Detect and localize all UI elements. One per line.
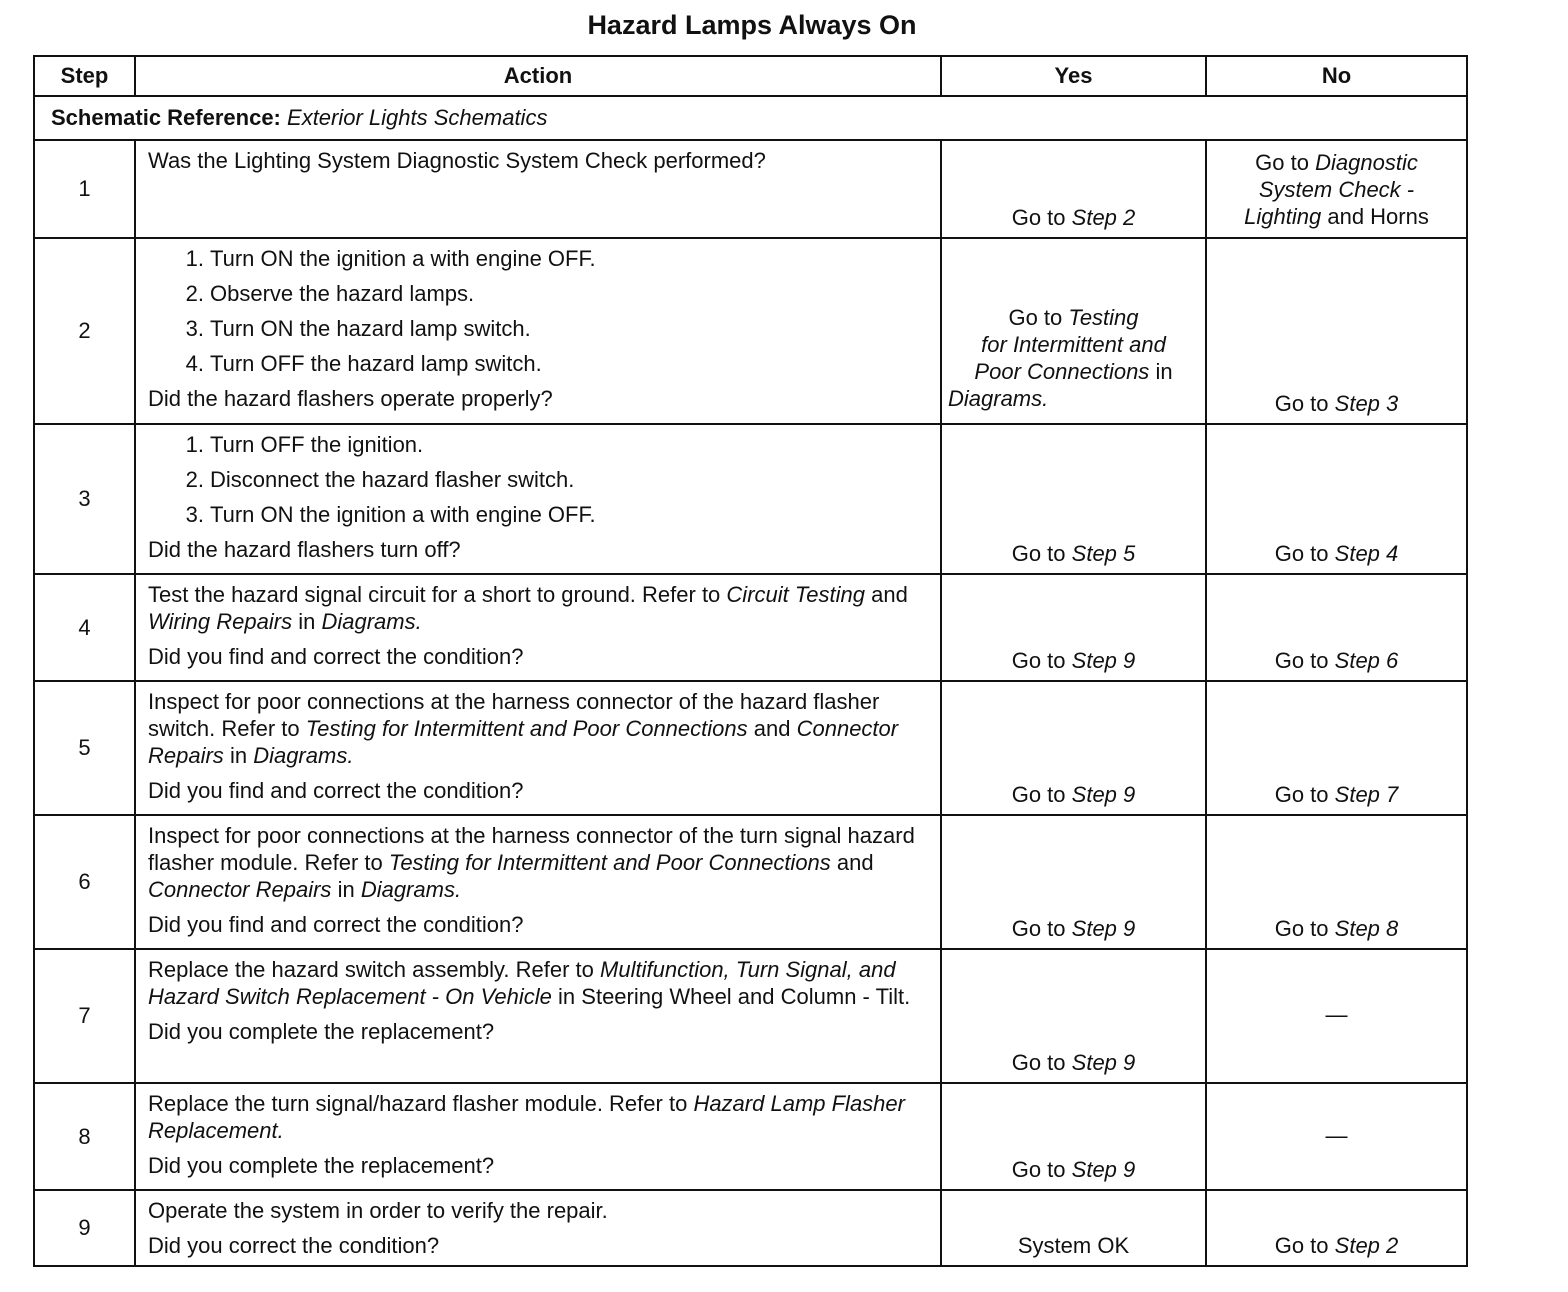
step-number: 2: [34, 238, 135, 424]
action-text: [148, 1090, 930, 1144]
action-question: Did the hazard flashers turn off?: [148, 537, 461, 562]
action-text-part: Inspect for poor connections at the harness connector of the hazard flasher switch. Refer to: [148, 689, 880, 741]
no-prefix: Go to: [1274, 916, 1329, 941]
schematic-reference: [34, 96, 1467, 140]
action-question: Did you correct the condition?: [148, 1233, 440, 1258]
reference-link[interactable]: Diagrams.: [253, 743, 354, 768]
list-item: 1. Turn ON the ignition a with engine OFF.: [185, 246, 596, 271]
yes-link[interactable]: Step 2: [1071, 205, 1136, 230]
yes-prefix: Go to: [1011, 541, 1066, 566]
yes-prefix: Go to: [1011, 1157, 1066, 1182]
no-link[interactable]: Step 7: [1334, 782, 1399, 807]
substep-list: [148, 245, 930, 377]
diagnostic-table: [33, 55, 1468, 1267]
list-item: 1. Turn OFF the ignition.: [185, 432, 424, 457]
action-text-part: Replace the hazard switch assembly. Refer to: [148, 957, 594, 982]
page-title: Hazard Lamps Always On: [587, 10, 917, 40]
no-cell: [1206, 815, 1467, 949]
yes-cell: [941, 815, 1206, 949]
table-row: [34, 574, 1467, 681]
no-prefix: Go to: [1274, 1233, 1329, 1258]
action-question: Did you find and correct the condition?: [148, 778, 524, 803]
action-cell: [135, 1083, 941, 1190]
no-prefix: Go to: [1274, 541, 1329, 566]
table-row: [34, 238, 1467, 424]
reference-link[interactable]: Testing for Intermittent and Poor Connections: [305, 716, 748, 741]
action-question: Did you complete the replacement?: [148, 1019, 495, 1044]
yes-cell: [941, 949, 1206, 1083]
reference-link[interactable]: Hazard Lamp Flasher Replacement.: [148, 1091, 905, 1143]
step-number: 6: [34, 815, 135, 949]
list-item: 3. Turn ON the ignition a with engine OFF.: [185, 502, 596, 527]
action-question: Did you complete the replacement?: [148, 1153, 495, 1178]
reference-link[interactable]: Diagrams.: [360, 877, 462, 902]
table-row: [34, 681, 1467, 815]
yes-link[interactable]: for Intermittent and: [981, 332, 1166, 357]
table-row: [34, 949, 1467, 1083]
schematic-row: [34, 96, 1467, 140]
table-row: [34, 1190, 1467, 1266]
reference-link[interactable]: Connector Repairs: [148, 716, 899, 768]
yes-text: in: [1155, 359, 1173, 384]
step-number: 1: [34, 140, 135, 238]
yes-link[interactable]: Step 9: [1071, 648, 1136, 673]
reference-link[interactable]: Testing for Intermittent and Poor Connections: [388, 850, 831, 875]
yes-prefix: Go to: [1011, 648, 1066, 673]
action-text-part: Replace the turn signal/hazard flasher module. Refer to: [148, 1091, 688, 1116]
yes-prefix: Go to: [1011, 782, 1066, 807]
action-question: Did the hazard flashers operate properly?: [148, 386, 553, 411]
list-item: 2. Disconnect the hazard flasher switch.: [185, 467, 575, 492]
substep-list: [148, 431, 930, 528]
action-cell: [135, 815, 941, 949]
no-prefix: Go to: [1255, 150, 1309, 175]
no-cell: [1206, 1083, 1467, 1190]
reference-link[interactable]: Wiring Repairs: [148, 609, 293, 634]
yes-cell: [941, 574, 1206, 681]
table-row: [34, 424, 1467, 574]
no-prefix: Go to: [1274, 648, 1329, 673]
action-cell: [135, 424, 941, 574]
action-cell: [135, 1190, 941, 1266]
header-row: [34, 56, 1467, 96]
action-text-part: Test the hazard signal circuit for a short to ground. Refer to: [148, 582, 721, 607]
no-cell: [1206, 1190, 1467, 1266]
action-text-part: and: [836, 850, 874, 875]
no-cell: [1206, 238, 1467, 424]
reference-link[interactable]: Multifunction, Turn Signal, and Hazard Switch Replacement - On Vehicle: [148, 957, 896, 1009]
no-link[interactable]: Diagnostic: [1315, 150, 1418, 175]
yes-link[interactable]: Testing: [1068, 305, 1139, 330]
step-number: 4: [34, 574, 135, 681]
yes-result: System OK: [1017, 1233, 1130, 1258]
no-link[interactable]: Step 3: [1334, 391, 1399, 416]
action-cell: [135, 681, 941, 815]
list-item: 3. Turn ON the hazard lamp switch.: [185, 316, 531, 341]
table-row: [34, 815, 1467, 949]
yes-link[interactable]: Step 9: [1071, 916, 1136, 941]
yes-cell: [941, 238, 1206, 424]
step-number: 7: [34, 949, 135, 1083]
col-header-no: No: [1206, 56, 1467, 96]
action-text-part: and: [753, 716, 791, 741]
yes-prefix: Go to: [1011, 916, 1066, 941]
no-text: and Horns: [1327, 204, 1429, 229]
yes-link[interactable]: Step 9: [1071, 1157, 1136, 1182]
step-number: 3: [34, 424, 135, 574]
no-cell: [1206, 424, 1467, 574]
no-link[interactable]: Step 6: [1334, 648, 1399, 673]
yes-prefix: Go to: [1011, 1050, 1066, 1075]
list-item: 4. Turn OFF the hazard lamp switch.: [185, 351, 542, 376]
action-text: [148, 581, 930, 635]
action-question: Did you find and correct the condition?: [148, 644, 524, 669]
yes-link[interactable]: Step 9: [1071, 782, 1136, 807]
action-text-part: in: [298, 609, 316, 634]
action-text-part: in: [337, 877, 355, 902]
schematic-link[interactable]: Exterior Lights Schematics: [287, 105, 548, 130]
action-text: Operate the system in order to verify the repair.: [148, 1198, 608, 1223]
reference-link[interactable]: Circuit Testing: [726, 582, 865, 607]
action-text: [148, 688, 930, 769]
no-prefix: Go to: [1274, 391, 1329, 416]
no-dash: —: [1325, 1122, 1348, 1148]
no-link[interactable]: Step 2: [1334, 1233, 1399, 1258]
no-cell: [1206, 949, 1467, 1083]
action-cell: [135, 949, 941, 1083]
yes-cell: [941, 1190, 1206, 1266]
no-prefix: Go to: [1274, 782, 1329, 807]
col-header-action: Action: [135, 56, 941, 96]
schematic-label: Schematic Reference:: [51, 105, 281, 130]
yes-link[interactable]: Step 9: [1071, 1050, 1136, 1075]
table-row: [34, 140, 1467, 238]
no-cell: [1206, 681, 1467, 815]
reference-link[interactable]: Connector Repairs: [148, 877, 332, 902]
table-row: [34, 1083, 1467, 1190]
reference-link[interactable]: Diagrams.: [321, 609, 422, 634]
list-item: 2. Observe the hazard lamps.: [185, 281, 475, 306]
yes-cell: [941, 140, 1206, 238]
action-text-part: Inspect for poor connections at the harness connector of the turn signal hazard flasher module. Refer to: [148, 823, 915, 875]
action-text-part: in Steering Wheel and Column - Tilt.: [558, 984, 911, 1009]
step-number: 8: [34, 1083, 135, 1190]
action-text: [148, 956, 930, 1010]
yes-cell: [941, 424, 1206, 574]
yes-cell: [941, 681, 1206, 815]
col-header-yes: Yes: [941, 56, 1206, 96]
action-text-part: in: [229, 743, 248, 768]
no-cell: [1206, 574, 1467, 681]
no-link[interactable]: Lighting: [1244, 204, 1322, 229]
action-text: Was the Lighting System Diagnostic System Check performed?: [148, 148, 766, 173]
action-question: Did you find and correct the condition?: [148, 912, 524, 937]
no-dash: —: [1325, 1002, 1348, 1027]
action-text: [148, 822, 930, 903]
yes-link[interactable]: Step 5: [1071, 541, 1136, 566]
yes-prefix: Go to: [1008, 305, 1063, 330]
step-number: 5: [34, 681, 135, 815]
no-link[interactable]: Step 8: [1334, 916, 1399, 941]
action-text-part: and: [871, 582, 908, 607]
no-cell: [1206, 140, 1467, 238]
action-cell: [135, 140, 941, 238]
action-cell: [135, 574, 941, 681]
no-link[interactable]: System Check -: [1258, 177, 1415, 202]
action-cell: [135, 238, 941, 424]
step-number: 9: [34, 1190, 135, 1266]
col-header-step: Step: [34, 56, 135, 96]
yes-cell: [941, 1083, 1206, 1190]
yes-link[interactable]: Poor Connections: [974, 359, 1150, 384]
yes-prefix: Go to: [1011, 205, 1066, 230]
yes-link[interactable]: Diagrams.: [948, 386, 1049, 411]
no-link[interactable]: Step 4: [1334, 541, 1399, 566]
